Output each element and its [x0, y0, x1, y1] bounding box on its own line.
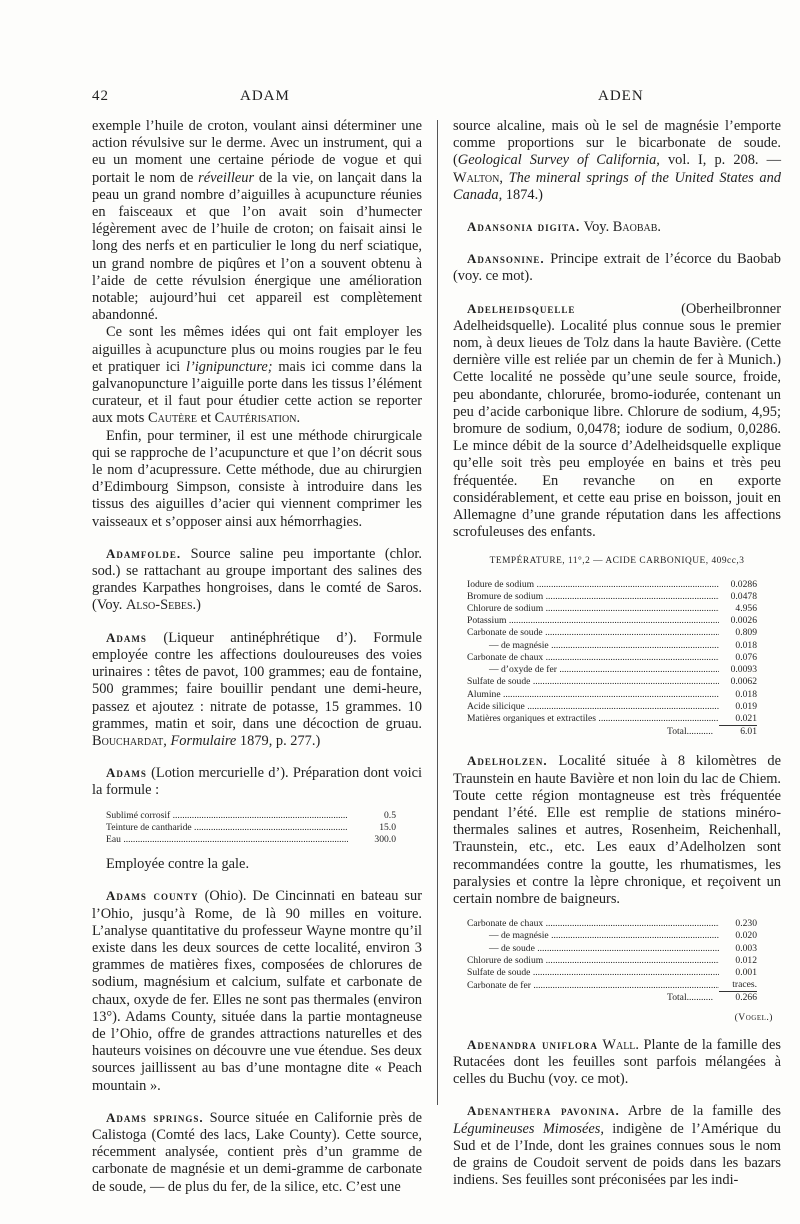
table-row: — de soude ..... 0.003	[467, 943, 757, 955]
running-head-left: ADAM	[240, 88, 290, 104]
table-row: Matières organiques et extractiles ..... 0.021	[467, 713, 757, 726]
paragraph-acupuncture-2: Ce sont les mêmes idées qui ont fait employer les aiguilles à acupuncture plus ou moins rougies par le feu et pratiquer ici l’ignipuncture; mais ici comme dans la galvanopuncture l’aiguille porte dans les tissus l’élément curateur, et il faut pour étudier cette action se reporter aux mots Cautère et Cautérisation.	[92, 324, 422, 427]
column-divider	[437, 120, 438, 1105]
page-number: 42	[92, 88, 109, 104]
table-row: Iodure de sodium ..... 0.0286	[467, 579, 757, 591]
table-total-row: Total ..... 6.01	[467, 726, 757, 739]
entry-adenanthera-pavonina: Adenanthera pavonina. Arbre de la famille des Légumineuses Mimosées, indigène de l’Amérique du Sud et de l’Inde, dont les graines connues sous le nom de grains de Coudoit servent de poids dans les bazars indiens. Ses feuilles sont préconisées par les indi-	[453, 1103, 782, 1189]
table-row: Potassium ..... 0.0026	[467, 615, 757, 627]
table-row: Sulfate de soude ..... 0.001	[467, 967, 757, 979]
entry-adenandra-uniflora: Adenandra uniflora Wall. Plante de la famille des Rutacées dont les feuilles sont parfois mélangées à celles du Buchu (voy. ce mot).	[453, 1036, 781, 1088]
paragraph-acupressure: Enfin, pour terminer, il est une méthode chirurgicale qui se rapproche de l’acupuncture et que l’on décrit sous le nom d’acupressure. Cette méthode, due au chirurgien d’Edimbourg Simpson, consiste à introduire dans les tissus des aiguilles d’acier qui viennent comprimer les vaisseaux et s’opposer ainsi aux hémorrhagies.	[92, 427, 422, 530]
entry-adamfolde: Adamfolde. Source saline peu importante (chlor. sod.) se rattachant au groupe important des salines des grandes Karpathes hongroises, dans le comté de Saros. (Voy. Also-Sebes.)	[92, 545, 422, 614]
table-row: Chlorure de sodium ..... 4.956	[467, 603, 757, 615]
left-column	[92, 118, 422, 1196]
adelheidsquelle-analysis-table	[467, 579, 757, 739]
table-row: — de magnésie ..... 0.018	[467, 640, 757, 652]
adelholzen-analysis-table	[467, 918, 757, 1004]
paragraph-acupuncture-1: exemple l’huile de croton, voulant ainsi déterminer une action révulsive sur le derme. Avec un instrument, qui a eu un moment une certaine période de vogue et qui portait le nom de réveilleur de la vie, on lançait dans la peau un grand nombre d’aiguilles à acupuncture réunies en faisceaux et que l’on avait soin d’humecter légèrement avec de l’huile de croton; on faisait ainsi le long des nerfs et en particulier le long du nerf sciatique, un grand nombre de piqûres et l’on a souvent obtenu à l’aide de cette révulsion énergique une amélioration notable; aujourd’hui cet appareil est complètement abandonné.	[92, 118, 422, 324]
headword: Adams county	[106, 888, 199, 904]
table-row: Sulfate de soude ..... 0.0062	[467, 676, 757, 688]
table-total-row: Total ..... 0.266	[467, 992, 757, 1005]
paragraph-adams-springs-cont: source alcaline, mais où le sel de magnésie l’emporte comme proportions sur le bicarbonate de soude. (Geological Survey of California, vol. I, p. 208. — Walton, The mineral springs of the United States and Canada, 1874.)	[453, 118, 781, 203]
entry-adams-springs: Adams springs. Source située en Californie près de Calistoga (Comté des lacs, Lake County). Cette source, récemment analysée, contient près d’un gramme de carbonate de magnésie et un demi-gramme de carbonate de soude, — de plus du fer, de la silice, etc. C’est une	[92, 1109, 422, 1195]
source-citation: (Vogel.)	[734, 1011, 773, 1023]
table-heading: TEMPÉRATURE, 11°,2 — ACIDE CARBONIQUE, 409cc,3	[489, 556, 745, 567]
headword: Adenanthera pavonina.	[467, 1103, 620, 1119]
table-row: Carbonate de chaux ..... 0.230	[467, 918, 757, 930]
table-row: Teinture de cantharide ..... 15.0	[106, 822, 396, 834]
table-row: Alumine ..... 0.018	[467, 689, 757, 701]
table-row: Carbonate de fer ..... traces.	[467, 979, 757, 992]
headword: Adams	[106, 629, 147, 645]
headword: Adamfolde.	[106, 545, 182, 561]
table-row: Chlorure de sodium ..... 0.012	[467, 955, 757, 967]
table-row: — d’oxyde de fer ..... 0.0093	[467, 664, 757, 676]
paragraph-gale: Employée contre la gale.	[106, 856, 250, 873]
table-row: Acide silicique ..... 0.019	[467, 701, 757, 713]
headword: Adansonia digita.	[467, 219, 581, 235]
entry-adams-liqueur: Adams (Liqueur antinéphrétique d’). Formule employée contre les affections douloureuses des voies urinaires : têtes de pavot, 100 grammes; eau de fontaine, 500 grammes; faire bouillir pendant une demi-heure, passez et ajoutez : nitrate de potasse, 15 grammes. 10 grammes, matin et soir, dans une décoction de gruau. Bouchardat, Formulaire 1879, p. 277.)	[92, 629, 422, 749]
entry-adams-lotion: Adams (Lotion mercurielle d’). Préparation dont voici la formule :	[92, 765, 422, 799]
entry-adelholzen: Adelholzen. Localité située à 8 kilomètres de Traunstein en haute Bavière et non loin du lac de Chiem. Toute cette région montagneuse est très fréquentée pendant l’été. Elle est remplie de stations minéro-thermales salines et autres, Rosenheim, Reichenhall, Traunstein, etc., etc. Les eaux d’Adelholzen sont recommandées contre la goutte, les rhumatismes, les paralysies et contre la lèpre chronique, et reçoivent un certain nombre de baigneurs.	[453, 753, 781, 907]
entry-adams-county: Adams county (Ohio). De Cincinnati en bateau sur l’Ohio, jusqu’à Rome, de là 90 milles en voiture. L’analyse quantitative du professeur Wayne montre qu’il existe dans les deux sources de cette localité, environ 3 grammes de matières fixes, composées de chlorures de sodium, magnésium et calcium, sulfate et carbonate de chaux, oxyde de fer. Elles ne sont pas thermales (environ 13°). Adams County, située dans la partie montagneuse de l’Ohio, offre de grandes attractions naturelles et des hauteurs voisines on découvre une vue étendue. Ses deux sources jaillissent au bas d’une montagne dite « Peach mountain ».	[92, 888, 422, 1094]
headword: Adansonine.	[467, 251, 545, 267]
running-head-right: ADEN	[598, 88, 644, 104]
entry-adelheidsquelle: Adelheidsquelle (Oberheilbronner Adelheidsquelle). Localité plus connue sous le premier nom, à deux lieues de Tolz dans la haute Bavière. (Cette dernière ville est reliée par un chemin de fer à Munich.) Cette localité ne possède qu’une seule source, froide, peu abondante, chlorurée, bromo-iodurée, contenant un peu d’acide carbonique libre. Chlorure de sodium, 4,95; bromure de sodium, 0,0478; iodure de sodium, 0,0286. Le mince débit de la source d’Adelheidsquelle explique qu’elle soit très peu employée en bains et très peu fréquentée. En revanche on en exporte considérablement, et cette eau prise en boisson, jouit en Allemagne d’une grande réputation dans les affections scrofuleuses des enfants.	[453, 300, 781, 541]
headword: Adams springs.	[106, 1109, 204, 1125]
table-row: Eau ..... 300.0	[106, 834, 396, 846]
entry-adansonia-digita: Adansonia digita. Voy. Baobab.	[467, 219, 661, 236]
headword: Adams	[106, 765, 147, 781]
entry-adansonine: Adansonine. Principe extrait de l’écorce du Baobab (voy. ce mot).	[453, 251, 781, 285]
headword: Adelholzen.	[467, 753, 548, 769]
table-row: Carbonate de chaux ..... 0.076	[467, 652, 757, 664]
table-row: — de magnésie ..... 0.020	[467, 930, 757, 942]
table-row: Sublimé corrosif ..... 0.5	[106, 810, 396, 822]
table-row: Carbonate de soude ..... 0.809	[467, 627, 757, 639]
headword: Adenandra uniflora	[467, 1036, 598, 1052]
table-row: Bromure de sodium ..... 0.0478	[467, 591, 757, 603]
formula-table	[106, 810, 396, 847]
right-column	[453, 118, 781, 1189]
headword: Adelheidsquelle	[467, 300, 576, 316]
